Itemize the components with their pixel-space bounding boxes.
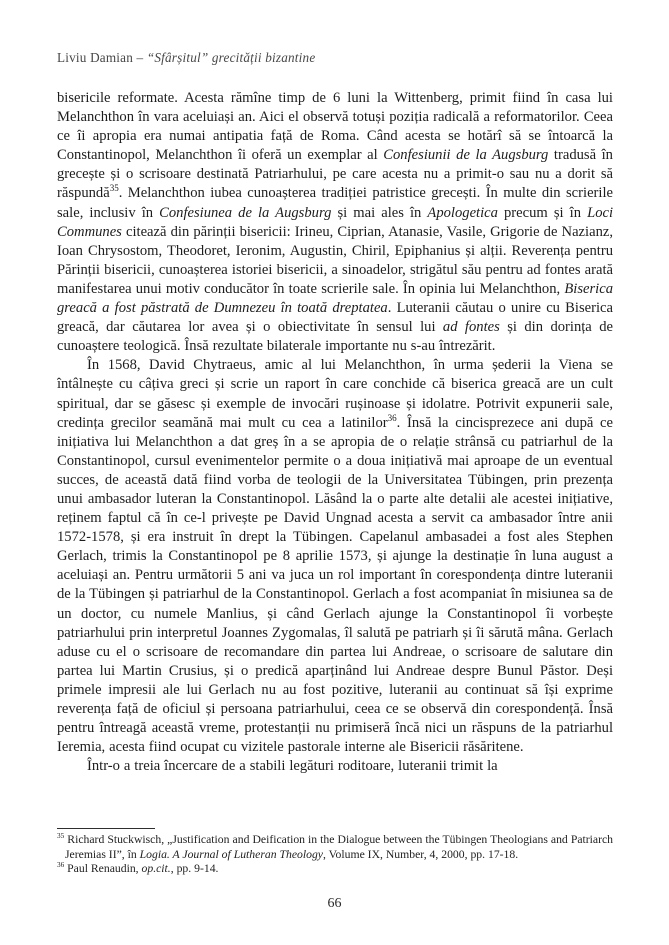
paragraph-3: Într-o a treia încercare de a stabili legături roditoare, luteranii trimit la <box>87 758 498 775</box>
text-block <box>57 50 613 827</box>
running-header <box>57 50 613 66</box>
paragraph-2: În 1568, David Chytraeus, amic al lui Melanchthon, în urma șederii la Viena se întâlnește cu câțiva greci și scrie un raport în care conchide că biserica greacă are un cult spiritual, dar se găsesc și exemple de invocări rușinoase și idolatre. Potrivit expunerii sale, credința grecilor seamănă mai mult cu cea a latinilor$^{36}$. Însă la cincisprezece ani după ce inițiativa lui Melanchthon a dat greș în a se apropia de o relație strânsă cu patriarhul de la Constantinopol, cursul evenimentelor permite o a doua inițiativă mai aproape de un eventual succes, de această dată fiind vorba de teologii de la Universitatea Tübingen, prin prezența unui ambasador luteran la Constantinopol. Lăsând la o parte alte detalii ale acestei inițiative, reținem faptul că în ce-l privește pe David Ungnad acesta a servit ca ambasador între anii 1572-1578, și era instruit în drept la Tübingen. Capelanul ambasadei a fost ales Stephen Gerlach, trimis la Constantinopol pe 8 aprilie 1573, și ajunge la destinație în luna august a aceluiași an. Pentru următorii 5 ani va juca un rol important în corespondența dintre luteranii de la Tübingen și patriarhul de la Constantinopol. Gerlach a fost acompaniat în misiunea sa de un doctor, cu numele Manlius, și când Gerlach ajunge la Constantinopol îi vorbește patriarhului prin interpretul Joannes Zygomalas, îl salută pe patriarh și îi sărută mâna. Gerlach aduse cu el o scrisoare de recomandare din partea lui Andreae, o scrisoare de salutare din partea lui Martin Crusius, și o predică aparținând lui Andreae despre Bunul Păstor. Deși primele impresii ale lui Gerlach nu au fost pozitive, luteranii au continuat să își exprime reverența față de oficiul și persoana patriarhului, ceea ce se observă din corespondență. Însă pentru întreagă această vreme, protestanții nu primiseră încă nici un răspuns de la patriarhul Ieremia, acesta fiind ocupat cu vizitele pastorale interne ale Bisericii răsăritene. <box>57 357 613 756</box>
footnote-35: $^{35}$ Richard Stuckwisch, „Justification and Deification in the Dialogue between the Tübingen Theologians and Patriarch Jeremias II”, în Logia. A Journal of Lutheran Theology, Volume IX, Number, 4, 2000, pp. 17-18. <box>57 832 613 861</box>
header-separator: – <box>133 50 147 65</box>
header-title: “Sfârșitul” grecității bizantine <box>146 50 316 65</box>
page-number: 66 <box>327 896 342 911</box>
footnote-block <box>57 828 613 877</box>
footnote-separator-rule <box>57 828 155 829</box>
paragraph-1: bisericile reformate. Acesta rămîne timp de 6 luni la Wittenberg, primit fiind în casa lui Melanchthon în vara aceluiași an. Aici el observă totuși poziția radicală a reformatorilor. Ceea ce îi apropia era numai antipatia față de Roma. Când acesta se hotărî să se întoarcă la Constantinopol, Melanchthon îi oferă un exemplar al Confesiunii de la Augsburg tradusă în grecește și o scrisoare destinată Patriarhului, pe care acesta nu a primit-o sau nu a dorit să răspundă$^{35}$. Melanchthon iubea cunoașterea tradiției patristice grecești. În multe din scrierile sale, inclusiv în Confesiunea de la Augsburg și mai ales în Apologetica precum și în Loci Communes citează din părinții bisericii: Irineu, Ciprian, Atanasie, Vasile, Grigorie de Nazianz, Ioan Chrysostom, Theodoret, Ieronim, Augustin, Chiril, Epiphanius și alții. Reverența pentru Părinții bisericii, cunoașterea istoriei bisericii, a sinoadelor, strigătul său pentru ad fontes arată manifestarea unui motiv conducător în toate scrierile sale. În opinia lui Melanchthon, Biserica greacă a fost păstrată de Dumnezeu în toată dreptatea. Luteranii căutau o unire cu Biserica greacă, dar căutarea lor avea și o obiectivitate în sensul lui ad fontes și din dorința de cunoaștere teologică. Însă rezultate bilaterale importante nu s-au întrezărit. <box>57 90 613 355</box>
footnote-36: $^{36}$ Paul Renaudin, op.cit., pp. 9-14. <box>57 861 219 876</box>
header-author: Liviu Damian <box>57 50 134 65</box>
body-text <box>57 89 613 827</box>
